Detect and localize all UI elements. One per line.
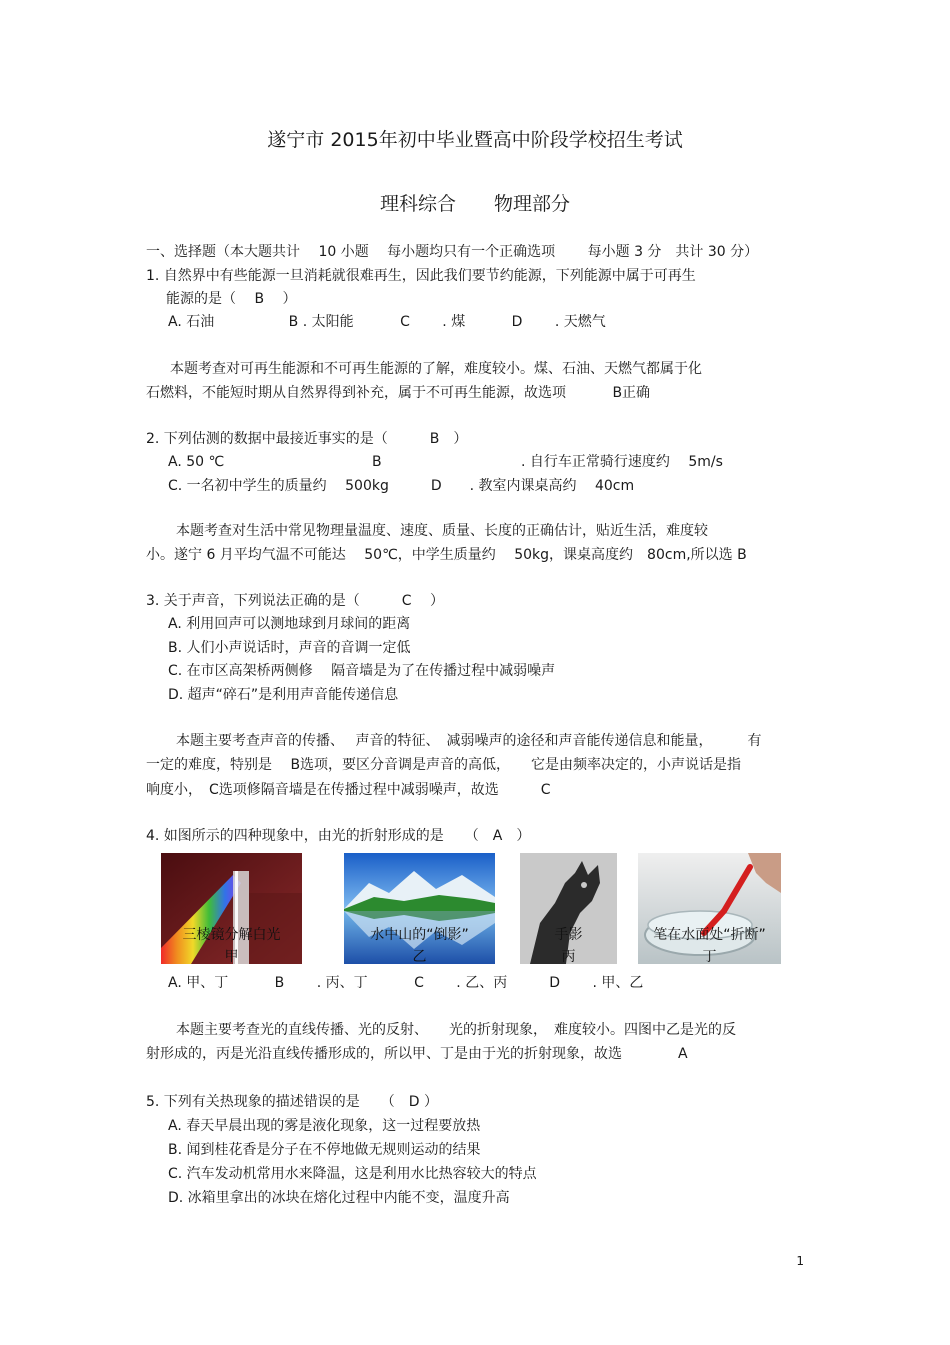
- caption-reflection-label: 乙: [412, 949, 427, 965]
- q5-option-a: A. 春天早晨出现的雾是液化现象，这一过程要放热: [168, 1118, 481, 1134]
- q5-stem: 5. 下列有关热现象的描述错误的是 （ D ）: [146, 1094, 439, 1110]
- q3-stem: 3. 关于声音，下列说法正确的是（ C ）: [146, 593, 445, 609]
- document-subtitle: 理科综合 物理部分: [379, 193, 570, 215]
- q4-stem: 4. 如图所示的四种现象中，由光的折射形成的是 （ A ）: [146, 828, 531, 844]
- q2-option-b: . 自行车正常骑行速度约 5m/s: [521, 454, 723, 470]
- caption-reflection: 水中山的“倒影”: [370, 927, 469, 943]
- caption-hand-shadow: 手影: [554, 927, 583, 943]
- q2-option-a: A. 50 ℃: [168, 454, 225, 470]
- q3-option-b: B. 人们小声说话时，声音的音调一定低: [168, 640, 411, 656]
- q4-explanation-line2: 射形成的，丙是光沿直线传播形成的，所以甲、丁是由于光的折射现象，故选 A: [146, 1046, 688, 1062]
- q4-explanation-line1: 本题主要考查光的直线传播、光的反射、 光的折射现象， 难度较小。四图中乙是光的反: [176, 1022, 736, 1038]
- q2-stem: 2. 下列估测的数据中最接近事实的是（ B ）: [146, 431, 468, 447]
- q3-option-c: C. 在市区高架桥两侧修 隔音墙是为了在传播过程中减弱噪声: [168, 663, 556, 679]
- q2-explanation-line2: 小。遂宁 6 月平均气温不可能达 50℃，中学生质量约 50kg，课桌高度约 80cm,所以选 B: [146, 547, 747, 563]
- caption-prism: 三棱镜分解白光: [182, 927, 281, 943]
- q1-options: A. 石油 B . 太阳能 C . 煤 D . 天燃气: [168, 314, 606, 330]
- q3-explanation-line3: 响度小， C选项修隔音墙是在传播过程中减弱噪声，故选 C: [146, 782, 551, 798]
- q3-option-d: D. 超声“碎石”是利用声音能传递信息: [168, 687, 399, 703]
- q2-explanation-line1: 本题考查对生活中常见物理量温度、速度、质量、长度的正确估计，贴近生活，难度较: [176, 523, 708, 539]
- caption-pen-label: 丁: [702, 949, 717, 965]
- document-title: 遂宁市 2015年初中毕业暨高中阶段学校招生考试: [267, 129, 683, 151]
- caption-prism-label: 甲: [224, 949, 239, 965]
- q1-stem-line1: 1. 自然界中有些能源一旦消耗就很难再生，因此我们要节约能源，下列能源中属于可再生: [146, 268, 696, 284]
- caption-hand-shadow-label: 丙: [561, 949, 576, 965]
- q5-option-d: D. 冰箱里拿出的冰块在熔化过程中内能不变，温度升高: [168, 1190, 510, 1206]
- q2-option-b-letter: B: [372, 454, 382, 470]
- caption-pen: 笔在水面处“折断”: [653, 927, 766, 943]
- q3-option-a: A. 利用回声可以测地球到月球间的距离: [168, 616, 411, 632]
- q3-explanation-line1: 本题主要考查声音的传播、 声音的特征、 减弱噪声的途径和声音能传递信息和能量， 有: [176, 733, 762, 749]
- q1-stem-line2: 能源的是（ B ）: [166, 291, 297, 307]
- section-heading: 一、选择题（本大题共计 10 小题 每小题均只有一个正确选项 每小题 3 分 共计 30 分）: [146, 244, 759, 260]
- q5-option-b: B. 闻到桂花香是分子在不停地做无规则运动的结果: [168, 1142, 481, 1158]
- q1-explanation-line2: 石燃料，不能短时期从自然界得到补充，属于不可再生能源，故选项 B正确: [146, 385, 651, 401]
- q3-explanation-line2: 一定的难度，特别是 B选项，要区分音调是声音的高低， 它是由频率决定的，小声说话是指: [146, 757, 742, 773]
- q1-explanation-line1: 本题考查对可再生能源和不可再生能源的了解，难度较小。煤、石油、天燃气都属于化: [170, 361, 702, 377]
- q4-options: A. 甲、丁 B . 丙、丁 C . 乙、丙 D . 甲、乙: [168, 975, 644, 991]
- page-number: 1: [796, 1254, 804, 1268]
- q5-option-c: C. 汽车发动机常用水来降温，这是利用水比热容较大的特点: [168, 1166, 537, 1182]
- q2-options-cd: C. 一名初中学生的质量约 500kg D . 教室内课桌高约 40cm: [168, 478, 635, 494]
